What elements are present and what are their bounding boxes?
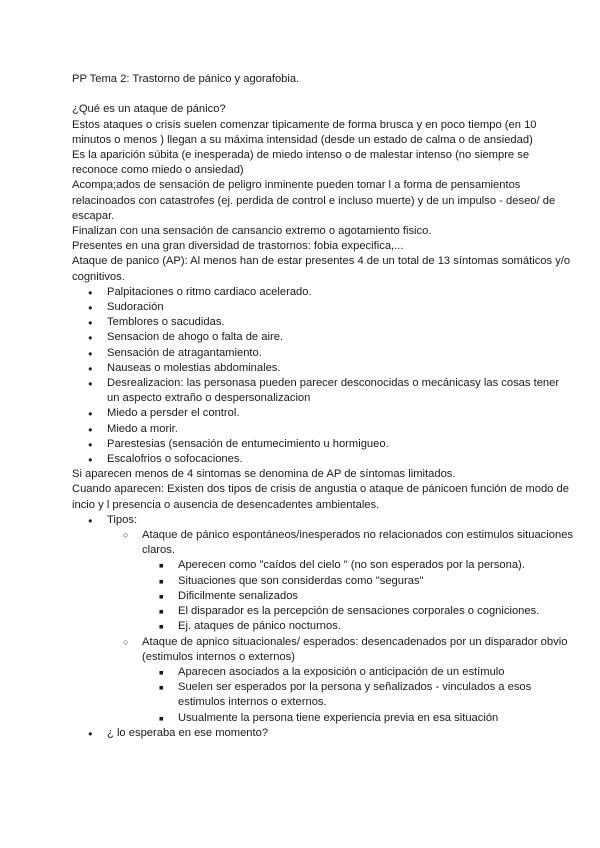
list-item: ● Miedo a persder el control. xyxy=(72,406,574,421)
unexpected-items xyxy=(142,558,574,634)
list-item-final-question: ● ¿ lo esperaba en ese momento? xyxy=(72,726,574,741)
list-item: ● Sudoración xyxy=(72,300,574,315)
symptom-list xyxy=(72,285,574,467)
list-item: ■ Dificilmente senalizados xyxy=(142,589,574,604)
paragraph-ap-criteria: Ataque de panico (AP): Al menos han de estar presentes 4 de un total de 13 síntomas somáticos y/o cognitivos. xyxy=(72,255,571,283)
paragraph-definition: Estos ataques o crisis suelen comenzar tipicamente de forma brusca y en poco tiempo (en 10 minutos o menos ) llegan a su máxima intensidad (desde un estado de calma o de ansiedad) xyxy=(72,118,537,146)
list-item: ■ Situaciones que son considerdas como "seguras" xyxy=(142,574,574,589)
list-item-tipos xyxy=(72,513,574,726)
paragraph-limited-symptoms: Si aparecen menos de 4 sintomas se denomina de AP de síntomas limitados. xyxy=(72,468,456,481)
types-sublist xyxy=(107,528,574,726)
situational-items xyxy=(142,665,574,726)
paragraph-question: ¿Qué es un ataque de pánico? xyxy=(72,103,226,116)
list-item: ● Nauseas o molestias abdominales. xyxy=(72,361,574,376)
list-item: ■ Aperecen como "caídos del cielo " (no son esperados por la persona). xyxy=(142,558,574,573)
document-title: PP Tema 2: Trastorno de pánico y agorafobia. xyxy=(72,73,300,85)
list-item: ■ Aparecen asociados a la exposición o anticipación de un estímulo xyxy=(142,665,574,680)
paragraph-end: Finalizan con una sensación de cansancio extremo o agotamiento fisico. xyxy=(72,225,432,238)
paragraph-disorders: Presentes en una gran diversidad de trastornos: fobia expecifica,... xyxy=(72,240,404,253)
list-item: ● Parestesias (sensación de entumecimiento u hormigueo. xyxy=(72,437,574,452)
paragraph-types-intro: Cuando aparecen: Existen dos tipos de crisis de angustia o ataque de pánicoen función de modo de incio y l presencia o ausencia de desencadentes ambientales. xyxy=(72,483,569,511)
list-item: ● Miedo a morir. xyxy=(72,422,574,437)
list-item: ■ Suelen ser esperados por la persona y señalizados - vinculados a esos estimulos internos o externos. xyxy=(142,680,574,710)
list-item: ● Sensación de atragantamiento. xyxy=(72,346,574,361)
list-item-unexpected xyxy=(107,528,574,634)
list-item-situational xyxy=(107,635,574,726)
list-item: ● Temblores o sacudidas. xyxy=(72,315,574,330)
situational-label: Ataque de apnico situacionales/ esperados: desencadenados por un disparador obvio (estimulos internos o externos) xyxy=(142,635,568,663)
list-item: ● Escalofrios o sofocaciones. xyxy=(72,452,574,467)
types-list xyxy=(72,513,574,741)
unexpected-label: Ataque de pánico espontáneos/inesperados no relacionados con estimulos situaciones claros. xyxy=(142,529,574,557)
tipos-label: Tipos: xyxy=(107,513,138,526)
list-item: ● Palpitaciones o ritmo cardiaco acelerado. xyxy=(72,285,574,300)
list-item: ■ El disparador es la percepción de sensaciones corporales o cogniciones. xyxy=(142,604,574,619)
list-item: ■ Ej. ataques de pánico nocturnos. xyxy=(142,619,574,634)
list-item: ● Sensacion de ahogo o falta de aire. xyxy=(72,330,574,345)
paragraph-danger: Acompa;ados de sensación de peligro inminente pueden tomar l a forma de pensamientos relacinoados con catastrofes (ej. perdida de control e incluso muerte) y de un impulso - deseo/ de escapar. xyxy=(72,179,556,222)
list-item: ■ Usualmente la persona tiene experiencia previa en esa situación xyxy=(142,711,574,726)
paragraph-sudden-onset: Es la aparición súbita (e inesperada) de miedo intenso o de malestar intenso (no siempre se reconoce como miedo o ansiedad) xyxy=(72,149,530,177)
list-item: ● Desrealizacion: las personasa pueden parecer desconocidas o mecánicasy las cosas tener un aspecto extraño o despersonalizacion xyxy=(72,376,574,406)
